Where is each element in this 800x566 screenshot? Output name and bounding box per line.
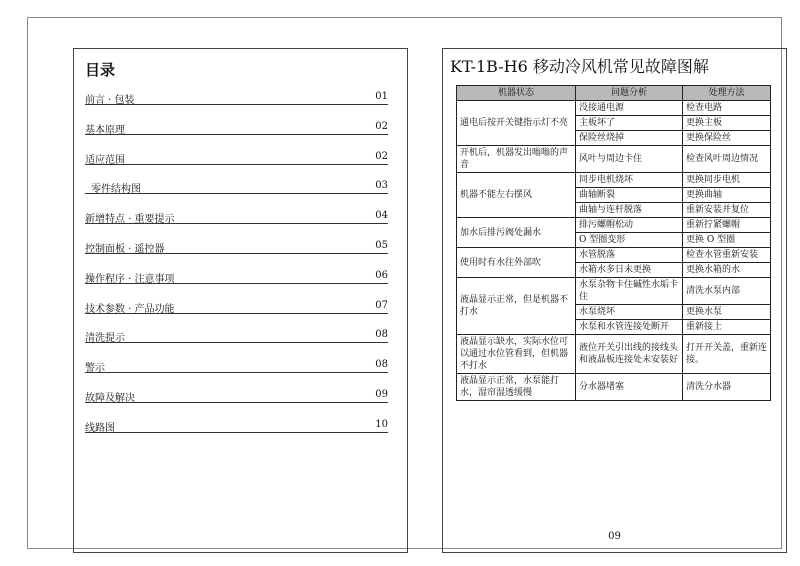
fault-table-wrap — [456, 85, 771, 401]
header-solution: 处理方法 — [683, 86, 771, 101]
fault-table — [456, 85, 771, 401]
toc-item — [85, 355, 388, 385]
toc-item — [85, 206, 388, 236]
problem-cell: 水泵和水管连接处断开 — [576, 320, 683, 335]
toc-item-page: 07 — [375, 299, 388, 311]
toc-item — [85, 415, 388, 445]
solution-cell: 检查水管重新安装 — [683, 248, 771, 263]
toc-rule — [85, 223, 388, 224]
fault-table-header-row — [457, 86, 771, 101]
toc-rule — [85, 193, 388, 194]
machine-state-cell: 机器不能左右摆风 — [457, 173, 576, 218]
toc-item — [85, 385, 388, 415]
toc-item-page: 04 — [375, 210, 388, 222]
solution-cell: 更换 O 型圈 — [683, 233, 771, 248]
machine-state-cell: 液晶显示正常，但是机器不打水 — [457, 278, 576, 335]
toc-item-page: 02 — [375, 150, 388, 162]
toc-rule — [85, 432, 388, 433]
toc-item — [85, 296, 388, 326]
toc-rule — [85, 104, 388, 105]
toc-rule — [85, 402, 388, 403]
toc-rule — [85, 164, 388, 165]
toc-list — [85, 87, 388, 445]
toc-item-page: 03 — [375, 180, 388, 192]
machine-state-cell: 液晶显示缺水，实际水位可以通过水位管看到，但机器不打水 — [457, 335, 576, 374]
toc-item-label: 清洗提示 — [85, 333, 125, 345]
toc-item-page: 06 — [375, 269, 388, 281]
toc-item-page: 10 — [375, 418, 388, 430]
toc-rule — [85, 253, 388, 254]
toc-item — [85, 176, 388, 206]
toc-rule — [85, 134, 388, 135]
problem-cell: 水泵杂物卡住碱性水垢卡住 — [576, 278, 683, 305]
fault-table-body — [457, 101, 771, 401]
table-row — [457, 335, 771, 374]
problem-cell: 曲轴与连杆脱落 — [576, 203, 683, 218]
solution-cell: 更换同步电机 — [683, 173, 771, 188]
toc-item-page: 05 — [375, 239, 388, 251]
problem-cell: 曲轴断裂 — [576, 188, 683, 203]
solution-cell: 更换水泵 — [683, 305, 771, 320]
table-row — [457, 101, 771, 116]
toc-item-label: 基本原理 — [85, 124, 125, 136]
toc-item-page: 01 — [375, 91, 388, 102]
document-spread — [27, 17, 782, 549]
table-row — [457, 173, 771, 188]
machine-state-cell: 通电后按开关键指示灯不亮 — [457, 101, 576, 146]
toc-item-label: 线路图 — [85, 422, 115, 434]
problem-cell: 同步电机烧坏 — [576, 173, 683, 188]
page-number: 09 — [608, 531, 621, 542]
fault-page — [442, 48, 787, 553]
solution-cell: 更换水箱的水 — [683, 263, 771, 278]
toc-item — [85, 266, 388, 296]
header-problem-analysis: 问题分析 — [576, 86, 683, 101]
table-row — [457, 278, 771, 305]
table-row — [457, 146, 771, 173]
solution-cell: 更换曲轴 — [683, 188, 771, 203]
toc-rule — [85, 283, 388, 284]
machine-state-cell: 使用时有水往外部吹 — [457, 248, 576, 278]
toc-item — [85, 325, 388, 355]
table-row — [457, 248, 771, 263]
solution-cell: 更换保险丝 — [683, 131, 771, 146]
toc-item — [85, 117, 388, 147]
problem-cell: 主板坏了 — [576, 116, 683, 131]
problem-cell: 水泵烧坏 — [576, 305, 683, 320]
toc-title: 目录 — [85, 61, 116, 79]
toc-item-label: 零件结构图 — [91, 184, 141, 196]
toc-item-label: 前言 · 包装 — [85, 95, 135, 106]
toc-rule — [85, 372, 388, 373]
solution-cell: 检查风叶周边情况 — [683, 146, 771, 173]
toc-item-page: 08 — [375, 329, 388, 341]
toc-item-label: 适应范围 — [85, 154, 125, 166]
toc-item-page: 09 — [375, 388, 388, 400]
solution-cell: 重新拧紧螺帽 — [683, 218, 771, 233]
solution-cell: 重新安装并复位 — [683, 203, 771, 218]
solution-cell: 检查电路 — [683, 101, 771, 116]
toc-item-label: 新增特点 · 重要提示 — [85, 214, 175, 226]
table-row — [457, 374, 771, 401]
toc-item-label: 故障及解决 — [85, 392, 135, 404]
machine-state-cell: 加水后排污阀处漏水 — [457, 218, 576, 248]
problem-cell: 分水器堵塞 — [576, 374, 683, 401]
solution-cell: 重新接上 — [683, 320, 771, 335]
fault-page-title: KT-1B-H6 移动冷风机常见故障图解 — [450, 57, 709, 76]
problem-cell: 液位开关引出线的接线头和液晶板连接处未安装好 — [576, 335, 683, 374]
problem-cell: 水管脱落 — [576, 248, 683, 263]
toc-item — [85, 147, 388, 177]
problem-cell: 保险丝烧掉 — [576, 131, 683, 146]
machine-state-cell: 液晶显示正常，水泵能打水，湿帘湿透缓慢 — [457, 374, 576, 401]
problem-cell: 风叶与周边卡住 — [576, 146, 683, 173]
machine-state-cell: 开机后，机器发出嗡嗡的声音 — [457, 146, 576, 173]
solution-cell: 清洗分水器 — [683, 374, 771, 401]
solution-cell: 更换主板 — [683, 116, 771, 131]
toc-item-label: 操作程序 · 注意事项 — [85, 273, 175, 285]
toc-item-page: 08 — [375, 359, 388, 371]
toc-item-page: 02 — [375, 120, 388, 132]
toc-item-label: 控制面板 · 遥控器 — [85, 243, 165, 255]
toc-item — [85, 236, 388, 266]
toc-item — [85, 87, 388, 117]
header-machine-state: 机器状态 — [457, 86, 576, 101]
problem-cell: O 型圈变形 — [576, 233, 683, 248]
solution-cell: 打开开关盖，重新连接。 — [683, 335, 771, 374]
toc-rule — [85, 342, 388, 343]
toc-rule — [85, 313, 388, 314]
table-row — [457, 218, 771, 233]
problem-cell: 水箱水多日未更换 — [576, 263, 683, 278]
toc-item-label: 警示 — [85, 363, 105, 375]
solution-cell: 清洗水泵内部 — [683, 278, 771, 305]
problem-cell: 没接通电源 — [576, 101, 683, 116]
toc-page — [73, 48, 408, 553]
toc-item-label: 技术参数 · 产品功能 — [85, 303, 175, 315]
problem-cell: 排污螺帽松动 — [576, 218, 683, 233]
